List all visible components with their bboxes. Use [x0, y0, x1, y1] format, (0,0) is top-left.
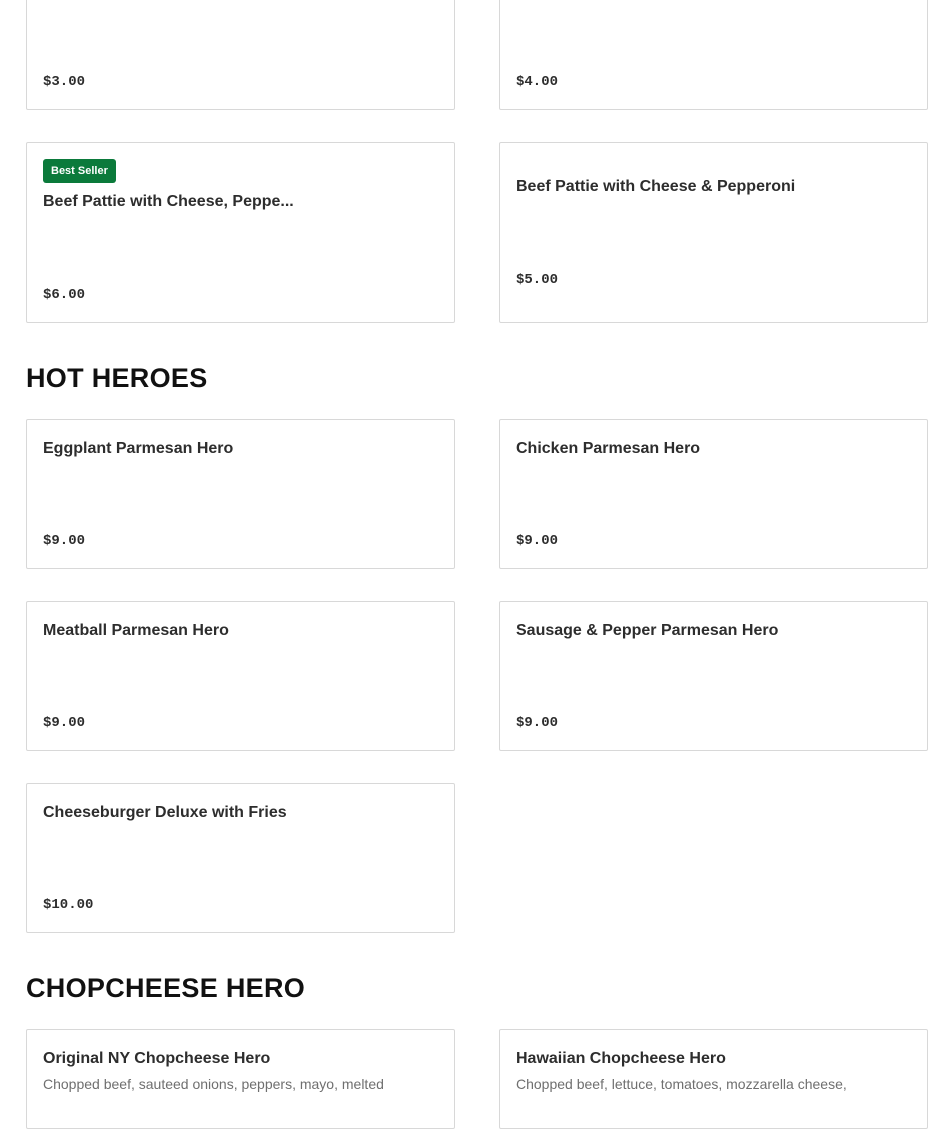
menu-item-card[interactable]: [499, 142, 928, 323]
item-description: Chopped beef, sauteed onions, peppers, mayo, melted: [43, 1076, 384, 1092]
item-price: $5.00: [516, 272, 559, 288]
best-seller-badge: Best Seller: [43, 159, 116, 183]
item-name: Eggplant Parmesan Hero: [43, 440, 234, 457]
menu-item-card[interactable]: [499, 601, 928, 751]
item-description: Chopped beef, lettuce, tomatoes, mozzarella cheese,: [516, 1076, 847, 1092]
item-price: $10.00: [43, 897, 94, 913]
item-name: Beef Pattie with Cheese & Pepperoni: [516, 178, 796, 195]
item-name: Beef Pattie with Cheese, Peppe...: [43, 193, 294, 210]
item-price: $9.00: [43, 715, 86, 731]
menu-item-card[interactable]: [26, 419, 455, 569]
item-name: Chicken Parmesan Hero: [516, 440, 701, 457]
item-price: $4.00: [516, 74, 559, 90]
menu-item-card[interactable]: [26, 142, 455, 323]
item-price: $6.00: [43, 287, 86, 303]
item-name: Sausage & Pepper Parmesan Hero: [516, 622, 779, 639]
item-price: $9.00: [516, 715, 559, 731]
item-price: $9.00: [516, 533, 559, 549]
menu-item-card[interactable]: [499, 0, 928, 110]
item-price: $3.00: [43, 74, 86, 90]
menu-item-card[interactable]: [26, 783, 455, 933]
item-name: Meatball Parmesan Hero: [43, 622, 229, 639]
item-name: Cheeseburger Deluxe with Fries: [43, 804, 287, 821]
menu-item-card[interactable]: [26, 0, 455, 110]
menu-item-card[interactable]: [499, 1029, 928, 1129]
section-title-chopcheese-hero: CHOPCHEESE HERO: [26, 973, 306, 1003]
menu-item-card[interactable]: [26, 601, 455, 751]
menu-item-card[interactable]: [26, 1029, 455, 1129]
menu-item-card[interactable]: [499, 419, 928, 569]
section-title-hot-heroes: HOT HEROES: [26, 363, 208, 393]
item-name: Original NY Chopcheese Hero: [43, 1050, 271, 1067]
item-price: $9.00: [43, 533, 86, 549]
item-name: Hawaiian Chopcheese Hero: [516, 1050, 726, 1067]
